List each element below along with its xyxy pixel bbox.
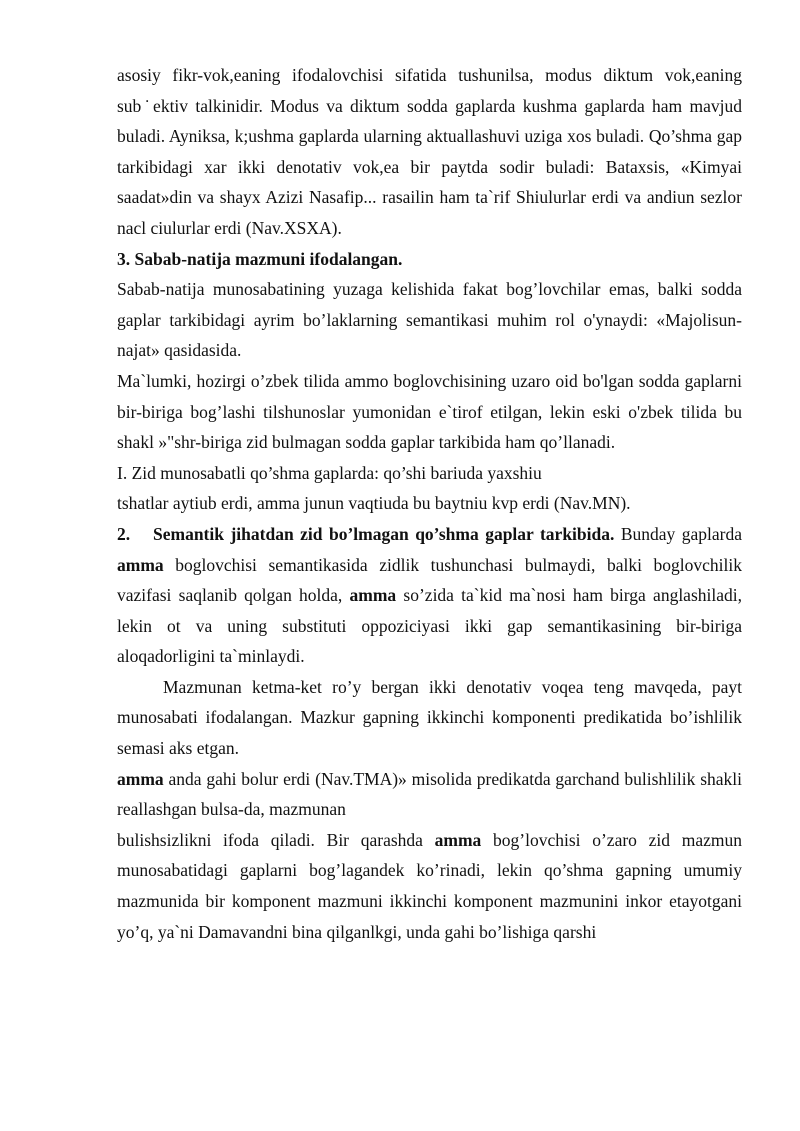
paragraph-3: Ma`lumki, hozirgi o’zbek tilida ammo boglovchisining uzaro oid bo'lgan sodda gaplarni bir-biriga bog’lashi tilshunoslar yumonidan e`tirof etilgan, lekin eski o'zbek tilida bu shakl »"shr-biriga zid bulmagan sodda gaplar tarkibida ham qo’llanadi. — [117, 370, 742, 453]
paragraph-4-line-2: tshatlar aytiub erdi, amma junun vaqtiuda bu baytniu kvp erdi (Nav.MN). — [117, 493, 631, 514]
paragraph-5-text-b: boglovchisi semantikasida zidlik tushunchasi bulmaydi, balki boglovchilik vazifasi saqlanib qolgan holda, — [117, 554, 742, 606]
paragraph-2: Sabab-natija munosabatining yuzaga kelishida fakat bog’lovchilar emas, balki sodda gaplar tarkibidagi ayrim bo’laklarning semantikasi muhim rol o'ynaydi: «Majolisun-najat» qasidasida. — [117, 279, 742, 361]
amma-term: amma — [434, 829, 482, 850]
paragraph-7 — [117, 764, 742, 825]
amma-term: amma — [349, 585, 397, 606]
amma-term: amma — [117, 554, 164, 575]
list-number: 2. — [117, 523, 131, 544]
amma-term: amma — [117, 768, 164, 789]
paragraph-4-line-1: I. Zid munosabatli qo’shma gaplarda: qo’shi bariuda yaxshiu — [117, 462, 542, 483]
paragraph-6: Mazmunan ketma-ket ro’y bergan ikki denotativ voqea teng mavqeda, payt munosabati ifodalangan. Mazkur gapning ikkinchi komponenti predikatida bo’ishlilik semasi aks etgan. — [117, 676, 742, 759]
paragraph-5-text-c: so’zida ta`kid ma`nosi ham birga anglashiladi, lekin ot va uning substituti oppoziciyasi ikki gap semantikasining bir-biriga aloqadorligini ta`minlaydi. — [117, 585, 742, 667]
paragraph-5 — [117, 519, 742, 672]
section-heading-3: 3. Sabab-natija mazmuni ifodalangan. — [117, 248, 403, 269]
paragraph-1: asosiy fikr-vok,eaning ifodalovchisi sifatida tushunilsa, modus diktum vok,eaning sub˙ektiv talkinidir. Modus va diktum sodda gaplarda kushma gaplarda ham mavjud buladi. Ayniksa, k;ushma gaplarda ularning aktuallashuvi uziga xos buladi. Qo’shma gap tarkibidagi xar ikki denotativ vok,ea bir paytda sodir buladi: Bataxsis, «Kimyai saadat»din va shayx Azizi Nasafip... rasailin ham ta`rif Shiulurlar erdi va andiun sezlor nacl ciulurlar erdi (Nav.XSXA). — [117, 65, 742, 238]
paragraph-8-text-a: bulishsizlikni ifoda qiladi. Bir qarashda — [117, 829, 435, 850]
section-heading-2: Semantik jihatdan zid bo’lmagan qo’shma gaplar tarkibida. — [153, 523, 615, 544]
document-page — [117, 60, 742, 947]
paragraph-5-text-a: Bunday gaplarda — [614, 523, 743, 544]
paragraph-8 — [117, 825, 742, 947]
paragraph-7-text: anda gahi bolur erdi (Nav.TMA)» misolida predikatda garchand bulishlilik shakli reallashgan bulsa-da, mazmunan — [117, 768, 742, 820]
paragraph-8-text-b: bog’lovchisi o’zaro zid mazmun munosabatidagi gaplarni bog’lagandek ko’rinadi, lekin qo’shma gapning umumiy mazmunida bir komponent mazmuni ikkinchi komponent mazmunini inkor etayotgani yo’q, ya`ni Damavandni bina qilganlkgi, unda gahi bo’lishiga qarshi — [117, 829, 742, 942]
